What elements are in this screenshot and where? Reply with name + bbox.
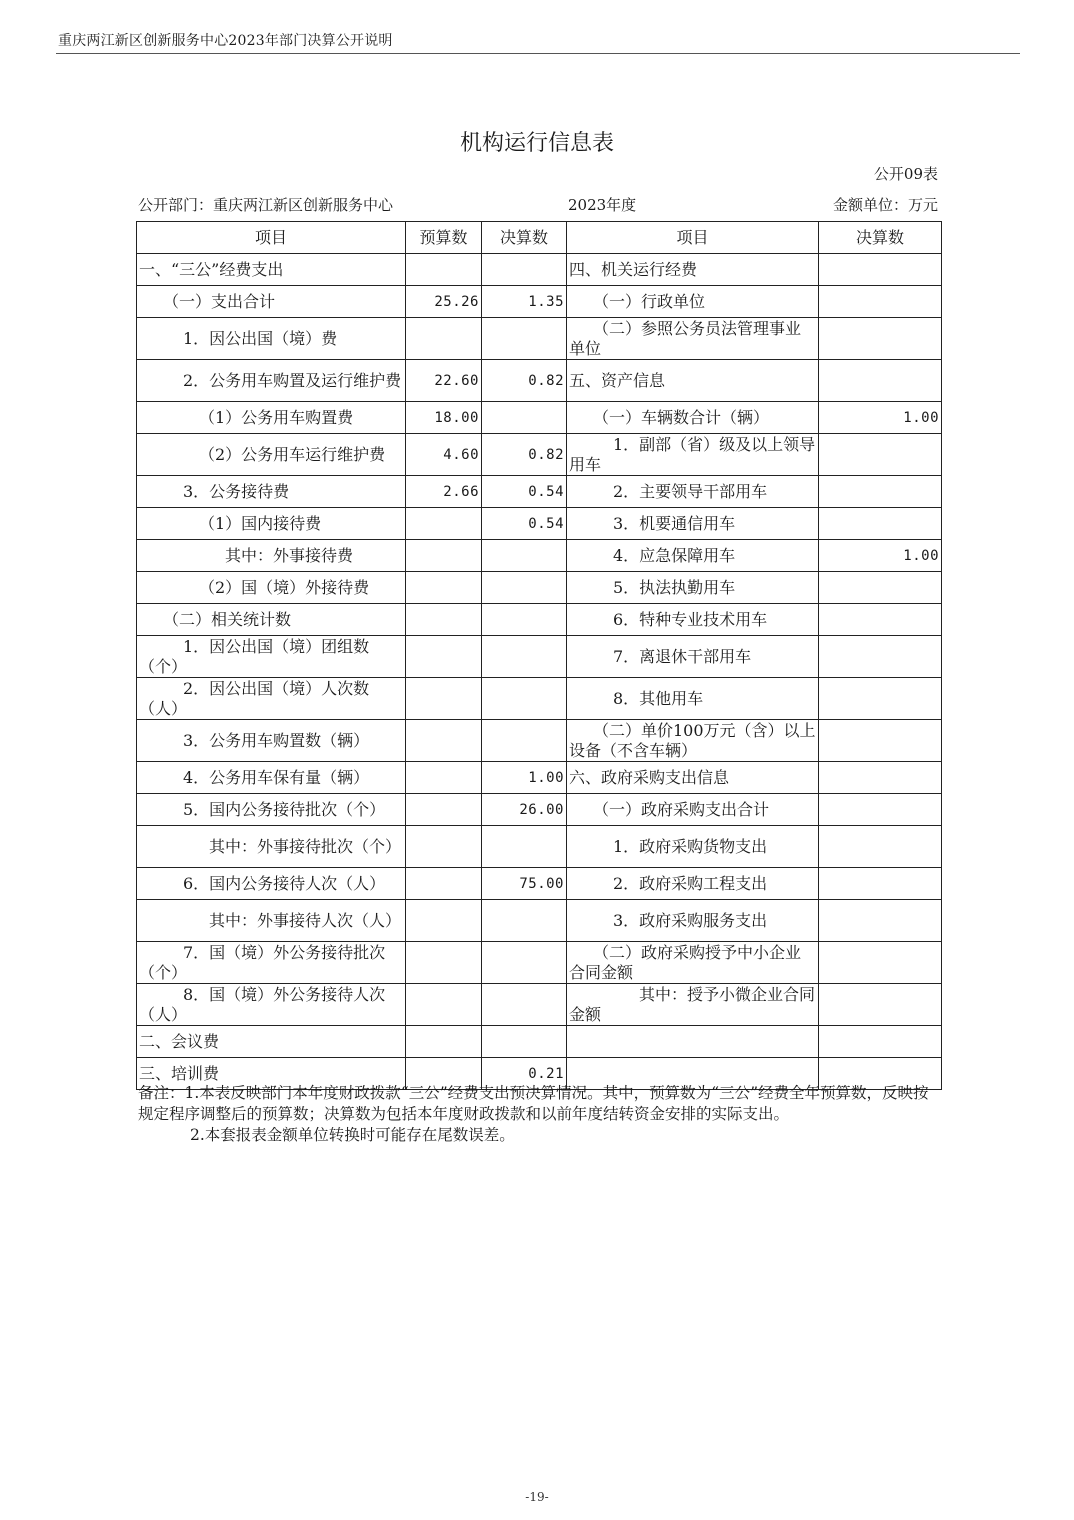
- right-item-cell: 3．政府采购服务支出: [567, 900, 819, 942]
- operation-info-table: [136, 221, 942, 1090]
- final-cell: [482, 604, 567, 636]
- table-row: [137, 720, 942, 762]
- table-row: [137, 318, 942, 360]
- left-item-cell: 一、“三公”经费支出: [137, 254, 406, 286]
- table-row: [137, 508, 942, 540]
- table-row: [137, 254, 942, 286]
- right-item-cell: 1．副部（省）级及以上领导用车: [567, 434, 819, 476]
- right-final-cell: [819, 434, 942, 476]
- left-item-cell: 3．公务接待费: [137, 476, 406, 508]
- final-cell: [482, 402, 567, 434]
- budget-cell: [406, 1026, 482, 1058]
- budget-cell: [406, 636, 482, 678]
- right-final-cell: [819, 318, 942, 360]
- table-row: [137, 572, 942, 604]
- right-item-cell: （一）政府采购支出合计: [567, 794, 819, 826]
- right-final-cell: [819, 794, 942, 826]
- right-final-cell: [819, 476, 942, 508]
- final-cell: [482, 572, 567, 604]
- budget-cell: [406, 572, 482, 604]
- fiscal-year: 2023年度: [568, 196, 637, 214]
- final-cell: [482, 826, 567, 868]
- right-item-cell: 6．特种专业技术用车: [567, 604, 819, 636]
- right-item-cell: （一）车辆数合计（辆）: [567, 402, 819, 434]
- table-row: [137, 794, 942, 826]
- final-cell: 75.00: [482, 868, 567, 900]
- right-final-cell: [819, 1026, 942, 1058]
- table-row: [137, 868, 942, 900]
- header-rule: [56, 53, 1020, 54]
- left-item-cell: 7．国（境）外公务接待批次（个）: [137, 942, 406, 984]
- col-header-left-item: 项目: [137, 222, 406, 254]
- table-row: [137, 360, 942, 402]
- final-cell: 0.82: [482, 360, 567, 402]
- running-header: 重庆两江新区创新服务中心2023年部门决算公开说明: [58, 33, 393, 49]
- table-header-row: [137, 222, 942, 254]
- left-item-cell: （一）支出合计: [137, 286, 406, 318]
- left-item-cell: 1．因公出国（境）费: [137, 318, 406, 360]
- budget-cell: [406, 900, 482, 942]
- right-item-cell: 六、政府采购支出信息: [567, 762, 819, 794]
- right-item-cell: （二）政府采购授予中小企业合同金额: [567, 942, 819, 984]
- col-header-right-final: 决算数: [819, 222, 942, 254]
- budget-cell: [406, 762, 482, 794]
- left-item-cell: 4．公务用车保有量（辆）: [137, 762, 406, 794]
- right-item-cell: 7．离退休干部用车: [567, 636, 819, 678]
- final-cell: [482, 254, 567, 286]
- budget-cell: [406, 942, 482, 984]
- left-item-cell: （二）相关统计数: [137, 604, 406, 636]
- left-item-cell: （2）国（境）外接待费: [137, 572, 406, 604]
- right-final-cell: [819, 826, 942, 868]
- left-item-cell: 三、培训费: [137, 1058, 406, 1090]
- left-item-cell: 3．公务用车购置数（辆）: [137, 720, 406, 762]
- note-1: 备注：1.本表反映部门本年度财政拨款“三公”经费支出预决算情况。其中，预算数为“三公”经费全年预算数，反映按规定程序调整后的预算数；决算数为包括本年度财政拨款和以前年度结转资金安排的实际支出。: [138, 1084, 929, 1123]
- right-item-cell: 四、机关运行经费: [567, 254, 819, 286]
- final-cell: [482, 678, 567, 720]
- right-item-cell: 5．执法执勤用车: [567, 572, 819, 604]
- left-item-cell: 二、会议费: [137, 1026, 406, 1058]
- final-cell: 1.00: [482, 762, 567, 794]
- right-final-cell: [819, 678, 942, 720]
- budget-cell: 4.60: [406, 434, 482, 476]
- right-final-cell: [819, 868, 942, 900]
- right-item-cell: 8．其他用车: [567, 678, 819, 720]
- table-row: [137, 900, 942, 942]
- table-row: [137, 678, 942, 720]
- left-item-cell: 2．公务用车购置及运行维护费: [137, 360, 406, 402]
- table-row: [137, 402, 942, 434]
- left-item-cell: （1）公务用车购置费: [137, 402, 406, 434]
- table-row: [137, 762, 942, 794]
- right-final-cell: 1.00: [819, 402, 942, 434]
- right-item-cell: （二）单价100万元（含）以上设备（不含车辆）: [567, 720, 819, 762]
- right-item-cell: 4．应急保障用车: [567, 540, 819, 572]
- left-item-cell: 1．因公出国（境）团组数（个）: [137, 636, 406, 678]
- budget-cell: [406, 794, 482, 826]
- final-cell: [482, 984, 567, 1026]
- left-item-cell: 8．国（境）外公务接待人次（人）: [137, 984, 406, 1026]
- table-number: 公开09表: [873, 165, 938, 183]
- right-final-cell: 1.00: [819, 540, 942, 572]
- final-cell: [482, 720, 567, 762]
- table-row: [137, 476, 942, 508]
- final-cell: [482, 318, 567, 360]
- table-row: [137, 826, 942, 868]
- final-cell: [482, 900, 567, 942]
- right-item-cell: 2．主要领导干部用车: [567, 476, 819, 508]
- table-row: [137, 636, 942, 678]
- budget-cell: 22.60: [406, 360, 482, 402]
- table-row: [137, 984, 942, 1026]
- left-item-cell: 其中：外事接待人次（人）: [137, 900, 406, 942]
- left-item-cell: 5．国内公务接待批次（个）: [137, 794, 406, 826]
- right-item-cell: 1．政府采购货物支出: [567, 826, 819, 868]
- budget-cell: [406, 826, 482, 868]
- final-cell: 1.35: [482, 286, 567, 318]
- right-final-cell: [819, 636, 942, 678]
- budget-cell: [406, 868, 482, 900]
- right-item-cell: （二）参照公务员法管理事业单位: [567, 318, 819, 360]
- right-final-cell: [819, 508, 942, 540]
- right-final-cell: [819, 900, 942, 942]
- budget-cell: [406, 720, 482, 762]
- left-item-cell: 6．国内公务接待人次（人）: [137, 868, 406, 900]
- table-row: [137, 1026, 942, 1058]
- right-final-cell: [819, 762, 942, 794]
- left-item-cell: 其中：外事接待费: [137, 540, 406, 572]
- left-item-cell: 其中：外事接待批次（个）: [137, 826, 406, 868]
- department-label: 公开部门：重庆两江新区创新服务中心: [138, 196, 394, 214]
- right-final-cell: [819, 942, 942, 984]
- final-cell: [482, 942, 567, 984]
- right-item-cell: 五、资产信息: [567, 360, 819, 402]
- amount-unit: 金额单位：万元: [832, 196, 938, 214]
- col-header-left-final: 决算数: [482, 222, 567, 254]
- table-row: [137, 942, 942, 984]
- right-item-cell: 其中：授予小微企业合同金额: [567, 984, 819, 1026]
- final-cell: [482, 1026, 567, 1058]
- notes: [138, 1083, 938, 1146]
- budget-cell: 25.26: [406, 286, 482, 318]
- col-header-right-item: 项目: [567, 222, 819, 254]
- table-row: [137, 434, 942, 476]
- left-item-cell: （2）公务用车运行维护费: [137, 434, 406, 476]
- budget-cell: [406, 984, 482, 1026]
- final-cell: [482, 540, 567, 572]
- table-row: [137, 540, 942, 572]
- right-final-cell: [819, 360, 942, 402]
- final-cell: [482, 636, 567, 678]
- page-number: -19-: [525, 1490, 549, 1504]
- budget-cell: [406, 604, 482, 636]
- right-final-cell: [819, 254, 942, 286]
- right-final-cell: [819, 572, 942, 604]
- budget-cell: [406, 508, 482, 540]
- budget-cell: [406, 254, 482, 286]
- table-row: [137, 286, 942, 318]
- right-item-cell: 3．机要通信用车: [567, 508, 819, 540]
- col-header-left-budget: 预算数: [406, 222, 482, 254]
- right-final-cell: [819, 984, 942, 1026]
- final-cell: 0.54: [482, 476, 567, 508]
- table-row: [137, 604, 942, 636]
- right-item-cell: （一）行政单位: [567, 286, 819, 318]
- final-cell: 0.54: [482, 508, 567, 540]
- budget-cell: [406, 318, 482, 360]
- budget-cell: 2.66: [406, 476, 482, 508]
- right-final-cell: [819, 720, 942, 762]
- left-item-cell: （1）国内接待费: [137, 508, 406, 540]
- right-final-cell: [819, 604, 942, 636]
- left-item-cell: 2．因公出国（境）人次数（人）: [137, 678, 406, 720]
- final-cell: 0.21: [482, 1058, 567, 1090]
- budget-cell: [406, 678, 482, 720]
- right-item-cell: 2．政府采购工程支出: [567, 868, 819, 900]
- budget-cell: 18.00: [406, 402, 482, 434]
- note-2: 2.本套报表金额单位转换时可能存在尾数误差。: [190, 1126, 515, 1144]
- final-cell: 26.00: [482, 794, 567, 826]
- right-final-cell: [819, 286, 942, 318]
- final-cell: 0.82: [482, 434, 567, 476]
- page-title: 机构运行信息表: [459, 131, 614, 156]
- budget-cell: [406, 540, 482, 572]
- right-item-cell: [567, 1026, 819, 1058]
